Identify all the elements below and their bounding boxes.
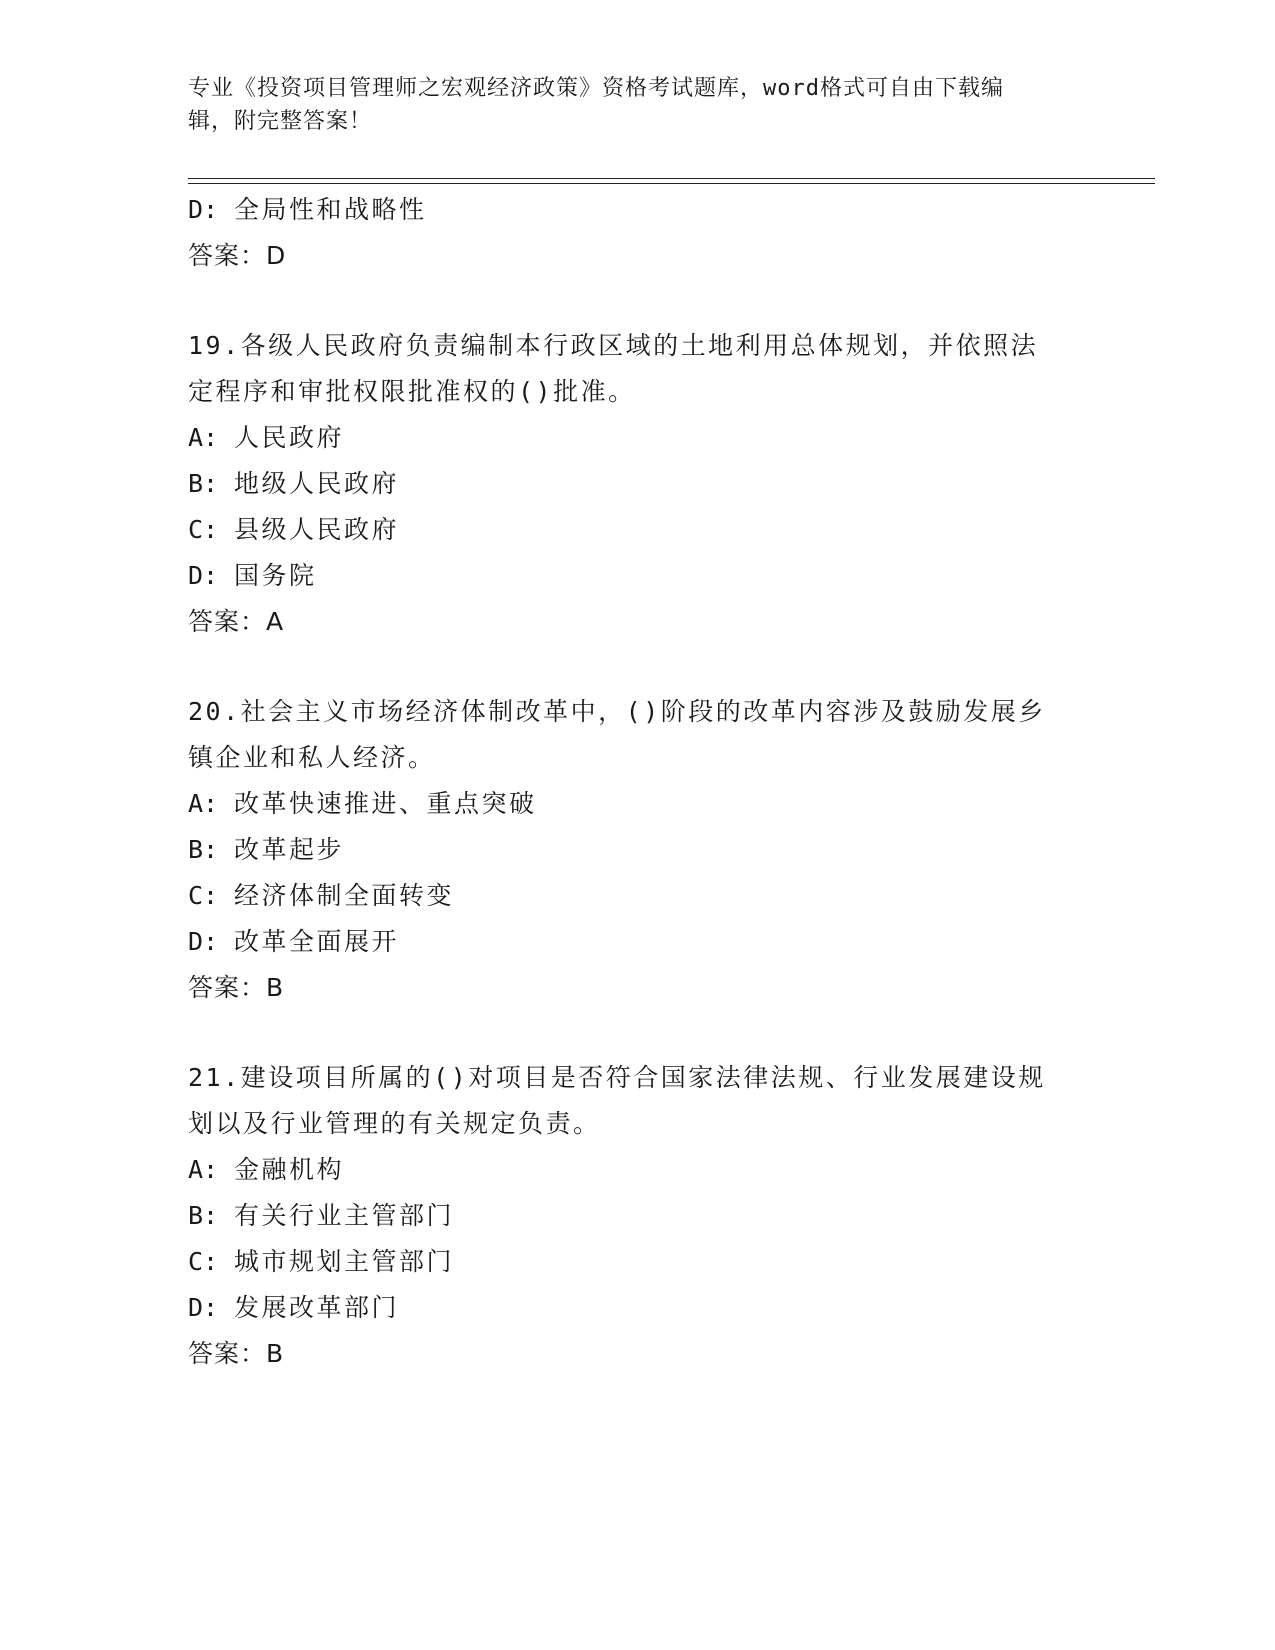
option-d (188, 919, 1088, 965)
option-d (188, 1285, 1088, 1331)
option-c (188, 873, 1088, 919)
header-divider-bottom (188, 183, 1155, 184)
option-text: 金融机构 (234, 1155, 345, 1184)
question-stem-line-1: 21.建设项目所属的()对项目是否符合国家法律法规、行业发展建设规 (188, 1063, 1046, 1092)
question-stem-line-2: 镇企业和私人经济。 (188, 743, 436, 772)
option-text: 发展改革部门 (234, 1293, 400, 1322)
option-a (188, 415, 1088, 461)
option-text: 改革全面展开 (234, 927, 400, 956)
option-b (188, 461, 1088, 507)
question-20 (188, 689, 1088, 1011)
question-stem-line-1: 19.各级人民政府负责编制本行政区域的土地利用总体规划，并依照法 (188, 331, 1039, 360)
option-a (188, 1147, 1088, 1193)
option-label: B: (188, 1201, 219, 1230)
option-text: 改革起步 (234, 835, 345, 864)
header-line-1: 专业《投资项目管理师之宏观经济政策》资格考试题库，word格式可自由下载编 (188, 76, 1004, 101)
option-label: D: (188, 195, 219, 224)
answer-line: 答案：D (188, 241, 287, 270)
header-divider-top (188, 178, 1155, 179)
option-label: B: (188, 835, 219, 864)
question-stem-line-1: 20.社会主义市场经济体制改革中，()阶段的改革内容涉及鼓励发展乡 (188, 697, 1046, 726)
option-text: 地级人民政府 (234, 469, 400, 498)
option-text: 经济体制全面转变 (234, 881, 455, 910)
option-text: 有关行业主管部门 (234, 1201, 455, 1230)
option-label: C: (188, 515, 219, 544)
spacer (188, 279, 1088, 323)
option-c (188, 507, 1088, 553)
option-text: 城市规划主管部门 (234, 1247, 455, 1276)
option-label: D: (188, 561, 219, 590)
question-18-continuation (188, 187, 1088, 279)
option-label: D: (188, 1293, 219, 1322)
option-label: A: (188, 423, 219, 452)
answer-line: 答案：B (188, 973, 285, 1002)
answer-line: 答案：B (188, 1339, 285, 1368)
option-label: C: (188, 1247, 219, 1276)
question-list (188, 187, 1088, 1377)
option-text: 全局性和战略性 (234, 195, 427, 224)
option-d (188, 187, 1088, 233)
page-header (188, 72, 1088, 138)
answer-line: 答案：A (188, 607, 285, 636)
spacer (188, 645, 1088, 689)
option-c (188, 1239, 1088, 1285)
option-label: C: (188, 881, 219, 910)
option-label: A: (188, 1155, 219, 1184)
question-21 (188, 1055, 1088, 1377)
question-stem-line-2: 定程序和审批权限批准权的()批准。 (188, 377, 636, 406)
option-a (188, 781, 1088, 827)
option-text: 县级人民政府 (234, 515, 400, 544)
spacer (188, 1011, 1088, 1055)
question-19 (188, 323, 1088, 645)
option-text: 人民政府 (234, 423, 345, 452)
option-d (188, 553, 1088, 599)
option-b (188, 1193, 1088, 1239)
question-stem-line-2: 划以及行业管理的有关规定负责。 (188, 1109, 601, 1138)
option-text: 国务院 (234, 561, 317, 590)
option-b (188, 827, 1088, 873)
header-line-2: 辑，附完整答案！ (188, 109, 373, 134)
option-label: B: (188, 469, 219, 498)
option-label: D: (188, 927, 219, 956)
option-text: 改革快速推进、重点突破 (234, 789, 537, 818)
option-label: A: (188, 789, 219, 818)
